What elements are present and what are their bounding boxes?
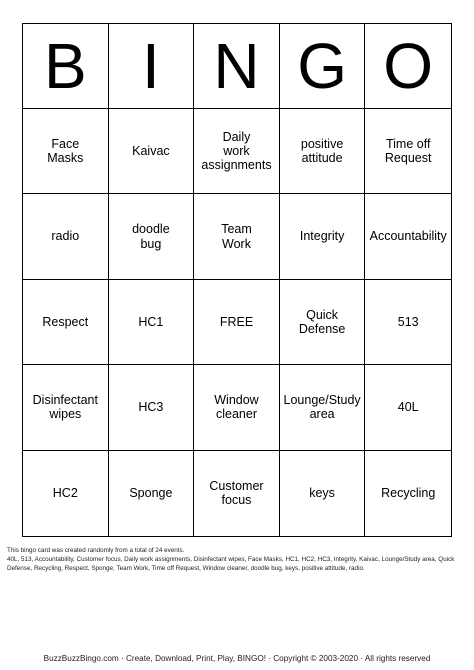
bingo-square-text: Kaivac: [132, 144, 170, 158]
bingo-square-text: Sponge: [129, 486, 173, 501]
bingo-square-text: keys: [309, 486, 335, 501]
bingo-square-text: HC2: [52, 486, 78, 501]
bingo-square: [365, 194, 451, 279]
bingo-square: [280, 194, 366, 279]
bingo-square-text: positive attitude: [300, 136, 344, 166]
bingo-square-text: Recycling: [381, 486, 436, 501]
bingo-square: [23, 194, 109, 279]
bingo-square-text: Lounge/Study area: [283, 393, 361, 422]
bingo-square-text: Respect: [42, 314, 89, 329]
bingo-square: [109, 280, 195, 365]
header-letter-i: I: [109, 24, 195, 109]
bingo-square-text: Quick Defense: [298, 307, 346, 336]
bingo-square-text: 513: [397, 314, 419, 329]
bingo-square-text: Integrity: [299, 229, 345, 244]
bingo-square: [280, 280, 366, 365]
bingo-square: [365, 280, 451, 365]
bingo-square: [365, 109, 451, 194]
bingo-square-text: HC1: [138, 314, 164, 329]
bingo-square: [23, 109, 109, 194]
bingo-square: [109, 109, 195, 194]
bingo-square: [194, 194, 280, 279]
bingo-square-text: Accountability: [369, 229, 447, 244]
bingo-square: [194, 280, 280, 365]
bingo-square-text: Face Masks: [47, 136, 84, 166]
bingo-square: [109, 451, 195, 536]
header-letter-g: G: [280, 24, 366, 109]
bingo-square-text: radio: [51, 229, 80, 244]
bingo-square: [23, 451, 109, 536]
bingo-square-text: Daily work assignments: [201, 129, 272, 173]
note-event-list: 40L, 513, Accountability, Customer focus, Daily work assignments, Disinfectant wipes, Face Masks, HC1, HC2, HC3, Integrity, Kaivac, Lounge/Study area, Quick Defense, Recycling, Respect, Sponge, Team Work, Time off Request, Window cleaner, doodle bug, keys, positive attitude, radio.: [7, 556, 455, 573]
bingo-square-text: Time off Request: [384, 136, 432, 166]
bingo-square: [194, 451, 280, 536]
bingo-square: [109, 194, 195, 279]
bingo-square: [194, 109, 280, 194]
header-letter-o: O: [365, 24, 451, 109]
header-letter-n: N: [194, 24, 280, 109]
bingo-square: [23, 365, 109, 450]
bingo-square: [280, 451, 366, 536]
bingo-square: [23, 280, 109, 365]
bingo-card: [22, 23, 452, 537]
bingo-square: [365, 365, 451, 450]
header-letter-b: B: [23, 24, 109, 109]
bingo-square: [280, 365, 366, 450]
bingo-square-text: Customer focus: [209, 478, 264, 508]
bingo-square-text: doodle bug: [132, 222, 170, 251]
bingo-square-text: HC3: [138, 400, 164, 415]
bingo-square-text: Window cleaner: [214, 393, 259, 422]
bingo-square: [365, 451, 451, 536]
generation-note: [7, 546, 467, 573]
note-intro: This bingo card was created randomly from a total of 24 events.: [7, 547, 185, 554]
bingo-square: [194, 365, 280, 450]
bingo-square: [280, 109, 366, 194]
bingo-square-text: 40L: [397, 400, 419, 415]
site-footer: BuzzBuzzBingo.com · Create, Download, Print, Play, BINGO! · Copyright © 2003-2020 · All rights reserved: [43, 654, 431, 663]
bingo-square-text: Disinfectant wipes: [32, 393, 98, 422]
bingo-square: [109, 365, 195, 450]
bingo-square-text: FREE: [219, 314, 254, 329]
bingo-square-text: Team Work: [221, 222, 252, 251]
